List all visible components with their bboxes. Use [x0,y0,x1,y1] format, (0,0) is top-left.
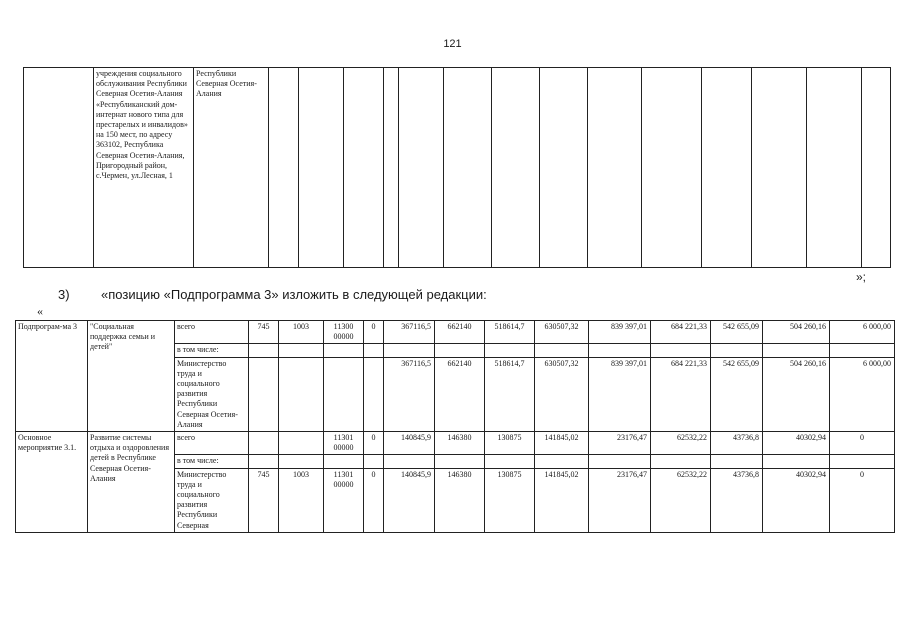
table-row: Подпрограм-ма 3 "Социальная поддержка семьи и детей" всего 745 1003 11300 00000 0 367116,5 662140 518614,7 630507,32 839 397,01 684 221,33 542 655,09 504 260,16 6 000,00 [16,321,895,344]
top-cell-executor: Республики Северная Осетия-Алания [194,68,269,268]
continued-table [23,67,891,268]
amendment-text: «позицию «Подпрограмма 3» изложить в следующей редакции: [101,287,487,302]
top-cell-1 [24,68,94,268]
table-row: Основное мероприятие 3.1. Развитие системы отдыха и оздоровления детей в Республике Северная Осетия-Алания всего 11301 00000 0 140845,9 146380 130875 141845,02 23176,47 62532,22 43736,8 40302,94 0 [16,432,895,455]
table-row: Министерство труда и социального развития Республики Северная Осетия-Алания 367116,5 662140 518614,7 630507,32 839 397,01 684 221,33 542 655,09 504 260,16 6 000,00 [16,357,895,431]
row-title: Развитие системы отдыха и оздоровления детей в Республике Северная Осетия-Алания [88,432,175,533]
row-title: "Социальная поддержка семьи и детей" [88,321,175,432]
opening-quote: « [37,304,43,318]
row-label: Основное мероприятие 3.1. [16,432,88,533]
top-cell-name: учреждения социального обслуживания Республики Северная Осетия-Алания «Республиканский дом-интернат нового типа для престарелых и инвалидов» на 150 мест, по адресу 363102, Республика Северная Осетия-Алания, Пригородный район, с.Чермен, ул.Лесная, 1 [94,68,194,268]
subprogram-table [15,320,895,533]
table-row: в том числе: [16,455,895,468]
page-number: 121 [443,38,462,50]
amendment-number: 3) [58,287,70,302]
table-row: Министерство труда и социального развития Республики Северная 745 1003 11301 00000 0 140845,9 146380 130875 141845,02 23176,47 62532,22 43736,8 40302,94 0 [16,468,895,532]
table-row: в том числе: [16,344,895,357]
closing-quote: »; [856,270,867,284]
row-label: Подпрограм-ма 3 [16,321,88,432]
